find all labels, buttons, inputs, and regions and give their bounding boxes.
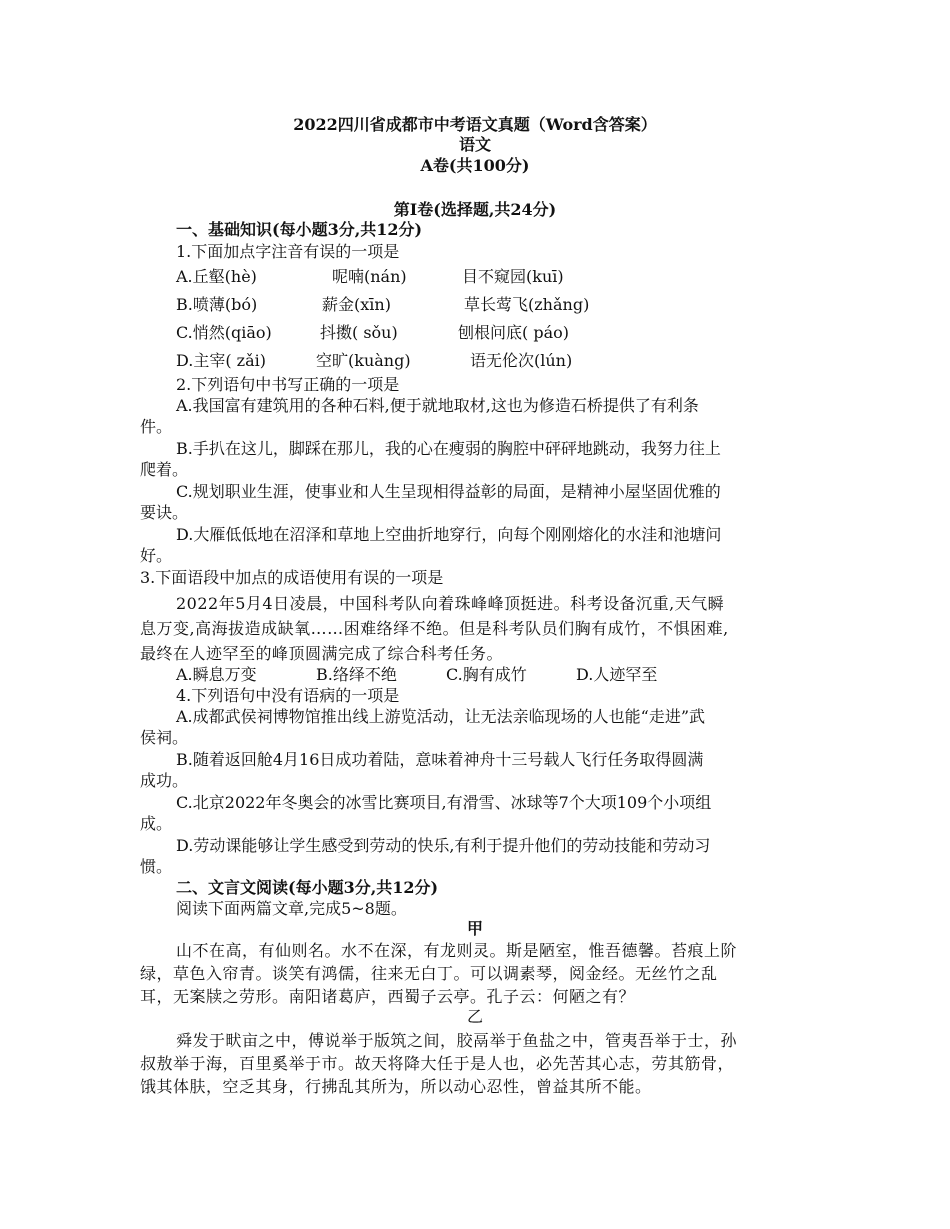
volume-title: A卷(共100分): [420, 156, 530, 175]
section-heading-2: 二、文言文阅读(每小题3分,共12分): [176, 878, 439, 897]
part-heading: 第Ⅰ卷(选择题,共24分): [393, 200, 557, 219]
passage-yi-title: 乙: [466, 1007, 483, 1026]
question-2-option-a: A.我国富有建筑用的各种石料,便于就地取材,这也为修造石桥提供了有利条: [176, 396, 699, 415]
passage-yi-line: 饿其体肤，空乏其身，行拂乱其所为，所以动心忍性，曾益其所不能。: [140, 1077, 652, 1096]
question-4-option-b: B.随着返回舱4月16日成功着陆，意味着神舟十三号载人飞行任务取得圆满: [176, 750, 704, 769]
question-4-option-c-cont: 成。: [140, 814, 173, 833]
question-4-option-d-cont: 惯。: [140, 857, 173, 876]
option-text: C.胸有成竹: [446, 665, 527, 684]
section-2-instruction: 阅读下面两篇文章,完成5~8题。: [176, 899, 407, 918]
question-2-option-b: B.手扒在这儿，脚踩在那儿，我的心在瘦弱的胸腔中砰砰地跳动，我努力往上: [176, 439, 721, 458]
question-4-stem: 4.下列语句中没有语病的一项是: [176, 686, 400, 705]
option-text: 空旷(kuàng): [316, 351, 411, 370]
question-3-passage-line: 息万变,高海拔造成缺氧……困难络绎不绝。但是科考队员们胸有成竹，不惧困难,: [140, 619, 729, 638]
option-text: 呢喃(nán): [332, 267, 407, 286]
passage-jia-line: 耳，无案牍之劳形。南阳诸葛庐，西蜀子云亭。孔子云：何陋之有？: [140, 987, 636, 1006]
question-3-passage-line: 最终在人迹罕至的峰顶圆满完成了综合科考任务。: [140, 644, 504, 663]
option-text: B.喷薄(bó): [176, 295, 258, 314]
question-4-option-b-cont: 成功。: [140, 771, 189, 790]
option-text: A.瞬息万变: [176, 665, 257, 684]
option-text: C.悄然(qiāo): [176, 323, 272, 342]
question-2-option-c-cont: 要诀。: [140, 503, 189, 522]
question-2-option-d: D.大雁低低地在沼泽和草地上空曲折地穿行，向每个刚刚熔化的水洼和池塘问: [176, 525, 722, 544]
option-text: 抖擞( sǒu): [320, 323, 398, 342]
question-4-option-d: D.劳动课能够让学生感受到劳动的快乐,有利于提升他们的劳动技能和劳动习: [176, 836, 711, 855]
question-2-stem: 2.下列语句中书写正确的一项是: [176, 375, 400, 394]
passage-jia-line: 绿，草色入帘青。谈笑有鸿儒，往来无白丁。可以调素琴，阅金经。无丝竹之乱: [140, 964, 718, 983]
option-text: D.主宰( zǎi): [176, 351, 267, 370]
question-2-option-b-cont: 爬着。: [140, 460, 189, 479]
passage-jia-title: 甲: [466, 919, 483, 938]
option-text: A.丘壑(hè): [176, 267, 257, 286]
section-heading-1: 一、基础知识(每小题3分,共12分): [176, 220, 423, 239]
question-1-stem: 1.下面加点字注音有误的一项是: [176, 242, 400, 261]
subject-title: 语文: [458, 135, 491, 154]
question-2-option-a-cont: 件。: [140, 417, 173, 436]
question-2-option-d-cont: 好。: [140, 546, 173, 565]
option-text: 语无伦次(lún): [470, 351, 573, 370]
option-text: D.人迹罕至: [576, 665, 658, 684]
passage-yi-line: 舜发于畎亩之中，傅说举于版筑之间，胶鬲举于鱼盐之中，管夷吾举于士，孙: [176, 1031, 738, 1050]
option-text: 薪金(xīn): [322, 295, 391, 314]
question-4-option-a-cont: 侯祠。: [140, 728, 189, 747]
question-2-option-c: C.规划职业生涯，使事业和人生呈现相得益彰的局面，是精神小屋坚固优雅的: [176, 482, 721, 501]
option-text: 目不窥园(kuī): [462, 267, 564, 286]
passage-yi-line: 叔敖举于海，百里奚举于市。故天将降大任于是人也，必先苦其心志，劳其筋骨，: [140, 1054, 735, 1073]
question-4-option-c: C.北京2022年冬奥会的冰雪比赛项目,有滑雪、冰球等7个大项109个小项组: [176, 793, 712, 812]
question-3-stem: 3.下面语段中加点的成语使用有误的一项是: [140, 568, 444, 587]
question-4-option-a: A.成都武侯祠博物馆推出线上游览活动，让无法亲临现场的人也能“走进”武: [176, 707, 706, 726]
document-title: 2022四川省成都市中考语文真题（Word含答案）: [293, 115, 657, 134]
option-text: 刨根问底( páo): [458, 323, 569, 342]
option-text: 草长莺飞(zhǎng): [464, 295, 590, 314]
option-text: B.络绎不绝: [316, 665, 397, 684]
question-3-passage-line: 2022年5月4日凌晨，中国科考队向着珠峰峰顶挺进。科考设备沉重,天气瞬: [176, 594, 725, 613]
passage-jia-line: 山不在高，有仙则名。水不在深，有龙则灵。斯是陋室，惟吾德馨。苔痕上阶: [176, 941, 738, 960]
